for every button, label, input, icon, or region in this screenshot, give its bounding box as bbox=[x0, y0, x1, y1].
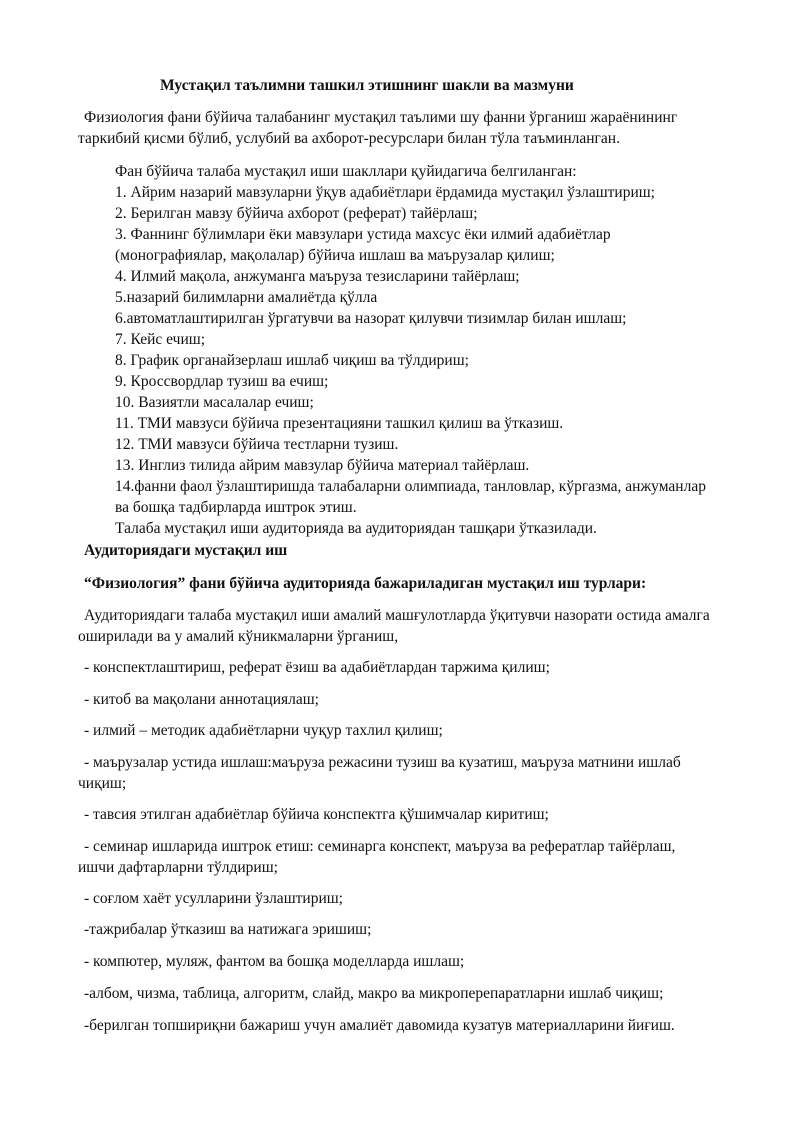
activity-item: - соғлом хаёт усулларини ўзлаштириш; bbox=[84, 890, 343, 907]
intro-line-1: Физиология фани бўйича талабанинг мустақил таълими шу фанни ўрганиш жараёнининг bbox=[84, 109, 678, 126]
forms-item: 3. Фаннинг бўлимлари ёки мавзулари устида махсус ёки илмий адабиётлар bbox=[115, 226, 611, 243]
activity-item: - компютер, муляж, фантом ва бошқа моделларда ишлаш; bbox=[84, 953, 465, 970]
activity-item: - тавсия этилган адабиётлар бўйича конспектга қўшимчалар киритиш; bbox=[84, 806, 549, 823]
forms-item: 13. Инглиз тилида айрим мавзулар бўйича материал тайёрлаш. bbox=[115, 457, 530, 474]
forms-item: 8. График органайзерлаш ишлаб чиқиш ва тўлдириш; bbox=[115, 352, 469, 369]
activity-item-continuation: ишчи дафтарларни тўлдириш; bbox=[78, 859, 278, 876]
activity-item: - илмий – методик адабиётларни чуқур тахлил қилиш; bbox=[84, 722, 443, 739]
forms-item: 5.назарий билимларни амалиётда қўлла bbox=[115, 289, 378, 306]
forms-heading: Фан бўйича талаба мустақил иши шакллари қуйидагича белгиланган: bbox=[115, 163, 577, 180]
forms-item: 7. Кейс ечиш; bbox=[115, 331, 206, 348]
activity-item: - маърузалар устида ишлаш:маъруза режасини тузиш ва кузатиш, маъруза матнини ишлаб bbox=[84, 754, 681, 771]
auditory-intro-line-1: Аудиториядаги талаба мустақил иши амалий машғулотларда ўқитувчи назорати остида амалга bbox=[84, 607, 710, 624]
document-title: Мустақил таълимни ташкил этишнинг шакли ва мазмуни bbox=[160, 77, 574, 94]
forms-item: 12. ТМИ мавзуси бўйича тестларни тузиш. bbox=[115, 436, 399, 453]
forms-item: 2. Берилган мавзу бўйича ахборот (реферат) тайёрлаш; bbox=[115, 205, 478, 222]
activity-item: -тажрибалар ўтказиш ва натижага эришиш; bbox=[84, 921, 372, 938]
forms-item: 11. ТМИ мавзуси бўйича презентацияни ташкил қилиш ва ўтказиш. bbox=[115, 415, 564, 432]
activity-item: - семинар ишларида иштрок етиш: семинарга конспект, маъруза ва рефератлар тайёрлаш, bbox=[84, 838, 676, 855]
activity-item: -албом, чизма, таблица, алгоритм, слайд, макро ва микроперепаратларни ишлаб чиқиш; bbox=[84, 985, 664, 1002]
forms-item: 10. Вазиятли масалалар ечиш; bbox=[115, 394, 314, 411]
activity-item: -берилган топшириқни бажариш учун амалиёт давомида кузатув материалларини йиғиш. bbox=[84, 1017, 675, 1034]
forms-item: 4. Илмий мақола, анжуманга маъруза тезисларини тайёрлаш; bbox=[115, 268, 520, 285]
activity-item-continuation: чиқиш; bbox=[78, 775, 127, 792]
forms-item: 9. Кроссвордлар тузиш ва ечиш; bbox=[115, 373, 329, 390]
activity-item: - китоб ва мақолани аннотациялаш; bbox=[84, 691, 319, 708]
activity-item: - конспектлаштириш, реферат ёзиш ва адабиётлардан таржима қилиш; bbox=[84, 659, 550, 676]
forms-item: 14.фанни фаол ўзлаштиришда талабаларни олимпиада, танловлар, кўргазма, анжуманлар bbox=[115, 478, 706, 495]
auditory-intro-line-2: оширилади ва у амалий кўникмаларни ўрганиш, bbox=[78, 628, 399, 645]
subsection-heading: “Физиология” фани бўйича аудиторияда бажариладиган мустақил иш турлари: bbox=[84, 575, 647, 592]
forms-item: 6.автоматлаштирилган ўргатувчи ва назорат қилувчи тизимлар билан ишлаш; bbox=[115, 310, 627, 327]
forms-item-continuation: ва бошқа тадбирларда иштрок этиш. bbox=[115, 499, 357, 516]
forms-closing: Талаба мустақил иши аудиторияда ва аудиториядан ташқари ўтказилади. bbox=[115, 520, 597, 537]
forms-item: 1. Айрим назарий мавзуларни ўқув адабиётлари ёрдамида мустақил ўзлаштириш; bbox=[115, 184, 655, 201]
intro-line-2: таркибий қисми бўлиб, услубий ва ахборот-ресурслари билан тўла таъминланган. bbox=[78, 130, 620, 147]
forms-item-continuation: (монографиялар, мақолалар) бўйича ишлаш ва маърузалар қилиш; bbox=[115, 247, 555, 264]
section-heading: Аудиториядаги мустақил иш bbox=[84, 542, 288, 559]
